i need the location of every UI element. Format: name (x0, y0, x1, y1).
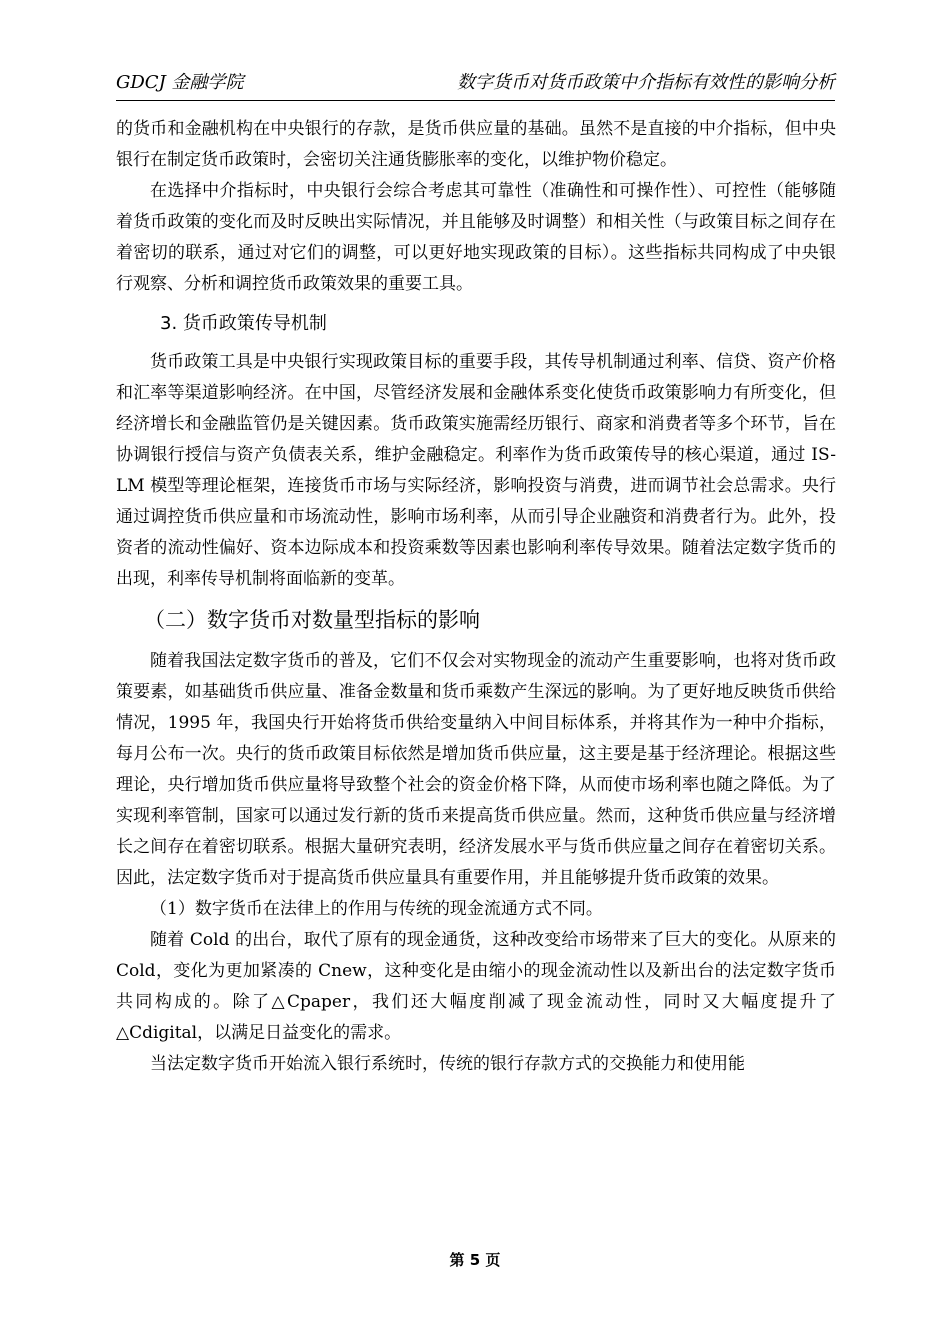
page-header (116, 66, 835, 101)
page-number: 第 5 页 (449, 1251, 501, 1269)
section-heading: （二）数字货币对数量型指标的影响 (144, 608, 480, 632)
paragraph-bank-system: 当法定数字货币开始流入银行系统时，传统的银行存款方式的交换能力和使用能 (150, 1054, 745, 1074)
paragraph-point-1: （1）数字货币在法律上的作用与传统的现金流通方式不同。 (150, 899, 603, 919)
header-institution: GDCJ 金融学院 (116, 72, 244, 93)
header-title: 数字货币对货币政策中介指标有效性的影响分析 (457, 72, 835, 93)
subsection-heading: 3. 货币政策传导机制 (160, 313, 327, 334)
paragraph-continued: 的货币和金融机构在中央银行的存款，是货币供应量的基础。虽然不是直接的中介指标，但中央银行在制定货币政策时，会密切关注通货膨胀率的变化，以维护物价稳定。 (116, 119, 836, 170)
paragraph-cash-change: 随着 Cold 的出台，取代了原有的现金通货，这种改变给市场带来了巨大的变化。从原来的 Cold，变化为更加紧凑的 Cnew，这种变化是由缩小的现金流动性以及新出台的法定数字货币共同构成的。除了△Cpaper，我们还大幅度削减了现金流动性，同时又大幅度提升了△Cdigital，以满足日益变化的需求。 (116, 930, 836, 1043)
paragraph-transmission: 货币政策工具是中央银行实现政策目标的重要手段，其传导机制通过利率、信贷、资产价格和汇率等渠道影响经济。在中国，尽管经济发展和金融体系变化使货币政策影响力有所变化，但经济增长和金融监管仍是关键因素。货币政策实施需经历银行、商家和消费者等多个环节，旨在协调银行授信与资产负债表关系，维护金融稳定。利率作为货币政策传导的核心渠道，通过 IS-LM 模型等理论框架，连接货币市场与实际经济，影响投资与消费，进而调节社会总需求。央行通过调控货币供应量和市场流动性，影响市场利率，从而引导企业融资和消费者行为。此外，投资者的流动性偏好、资本边际成本和投资乘数等因素也影响利率传导效果。随着法定数字货币的出现，利率传导机制将面临新的变革。 (116, 352, 836, 589)
paragraph-indicator-selection: 在选择中介指标时，中央银行会综合考虑其可靠性（准确性和可操作性）、可控性（能够随着货币政策的变化而及时反映出实际情况，并且能够及时调整）和相关性（与政策目标之间存在着密切的联系，通过对它们的调整，可以更好地实现政策的目标）。这些指标共同构成了中央银行观察、分析和调控货币政策效果的重要工具。 (116, 181, 836, 294)
paragraph-quantity-indicators: 随着我国法定数字货币的普及，它们不仅会对实物现金的流动产生重要影响，也将对货币政策要素，如基础货币供应量、准备金数量和货币乘数产生深远的影响。为了更好地反映货币供给情况，1995 年，我国央行开始将货币供给变量纳入中间目标体系，并将其作为一种中介指标，每月公布一次。央行的货币政策目标依然是增加货币供应量，这主要是基于经济理论。根据这些理论，央行增加货币供应量将导致整个社会的资金价格下降，从而使市场利率也随之降低。为了实现利率管制，国家可以通过发行新的货币来提高货币供应量。然而，这种货币供应量与经济增长之间存在着密切联系。根据大量研究表明，经济发展水平与货币供应量之间存在着密切关系。因此，法定数字货币对于提高货币供应量具有重要作用，并且能够提升货币政策的效果。 (116, 651, 836, 888)
page-body (116, 114, 836, 1080)
